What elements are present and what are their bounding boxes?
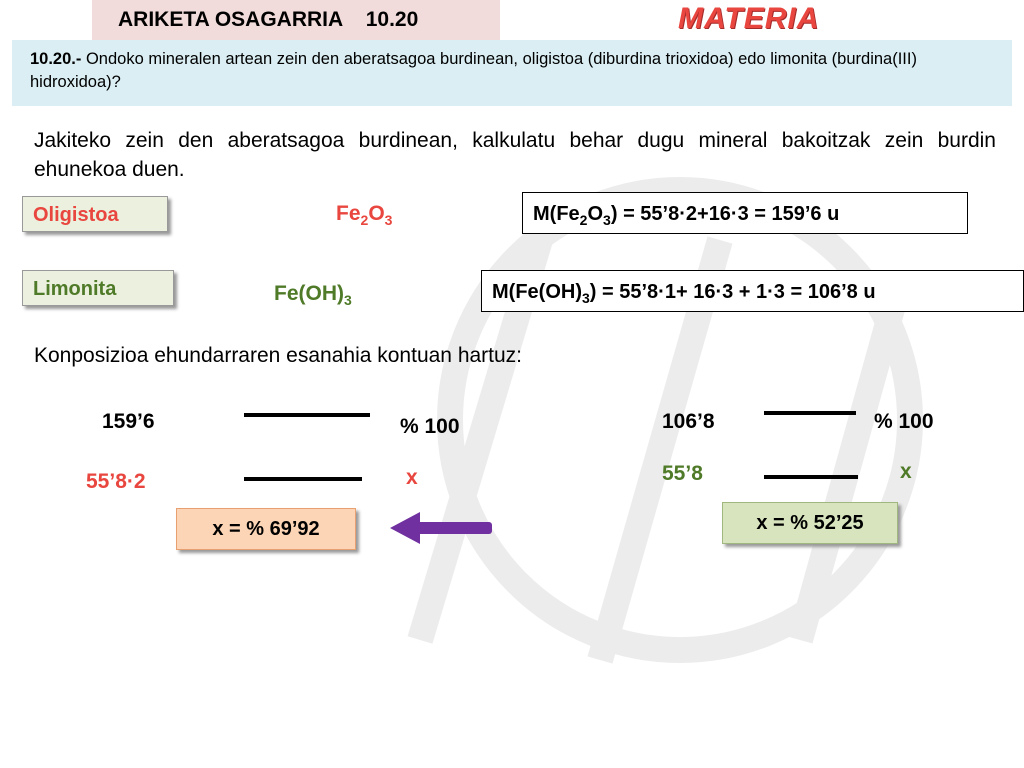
- oligistoa-label: Oligistoa: [22, 196, 168, 232]
- right-bottom-line: [764, 475, 858, 479]
- right-top-line: [764, 411, 856, 415]
- right-total: 106’8: [662, 410, 715, 433]
- left-total: 159’6: [102, 410, 155, 433]
- oligistoa-result: x = % 69’92: [176, 508, 356, 550]
- left-part: 55’8·2: [86, 470, 146, 493]
- right-x: x: [900, 460, 912, 483]
- left-bottom-line: [244, 477, 362, 481]
- left-x: x: [406, 466, 418, 489]
- oligistoa-formula: $Fe_2O_3$: [336, 202, 393, 228]
- intro-paragraph: Jakiteko zein den aberatsagoa burdinean, kalkulatu behar dugu mineral bakoitzak zein burdin ehunekoa duen.: [34, 129, 996, 181]
- left-arrow-icon: [390, 510, 494, 546]
- left-percent: % 100: [400, 415, 460, 438]
- question-text: 10.20.- Ondoko mineralen artean zein den aberatsagoa burdinean, oligistoa (diburdina trioxidoa) edo limonita (burdina(III) hidroxidoa)?: [30, 50, 917, 91]
- limonita-result: x = % 52’25: [722, 502, 898, 544]
- exercise-title: ARIKETA OSAGARRIA 10.20: [118, 8, 419, 31]
- limonita-label: Limonita: [22, 270, 174, 306]
- left-top-line: [244, 413, 370, 417]
- right-percent: % 100: [874, 410, 934, 433]
- composition-note: Konposizioa ehundarraren esanahia kontuan hartuz:: [34, 344, 523, 367]
- limonita-molar-mass: $M(Fe(OH)_3)$ = 55’8·1+ 16·3 + 1·3 = 106’8 u: [481, 270, 1024, 312]
- materia-logo: MATERIA: [678, 2, 820, 35]
- limonita-formula: $Fe(OH)_3$: [274, 282, 352, 308]
- oligistoa-molar-mass: $M(Fe_2O_3)$ = 55’8·2+16·3 = 159’6 u: [522, 192, 968, 234]
- right-part: 55’8: [662, 462, 703, 485]
